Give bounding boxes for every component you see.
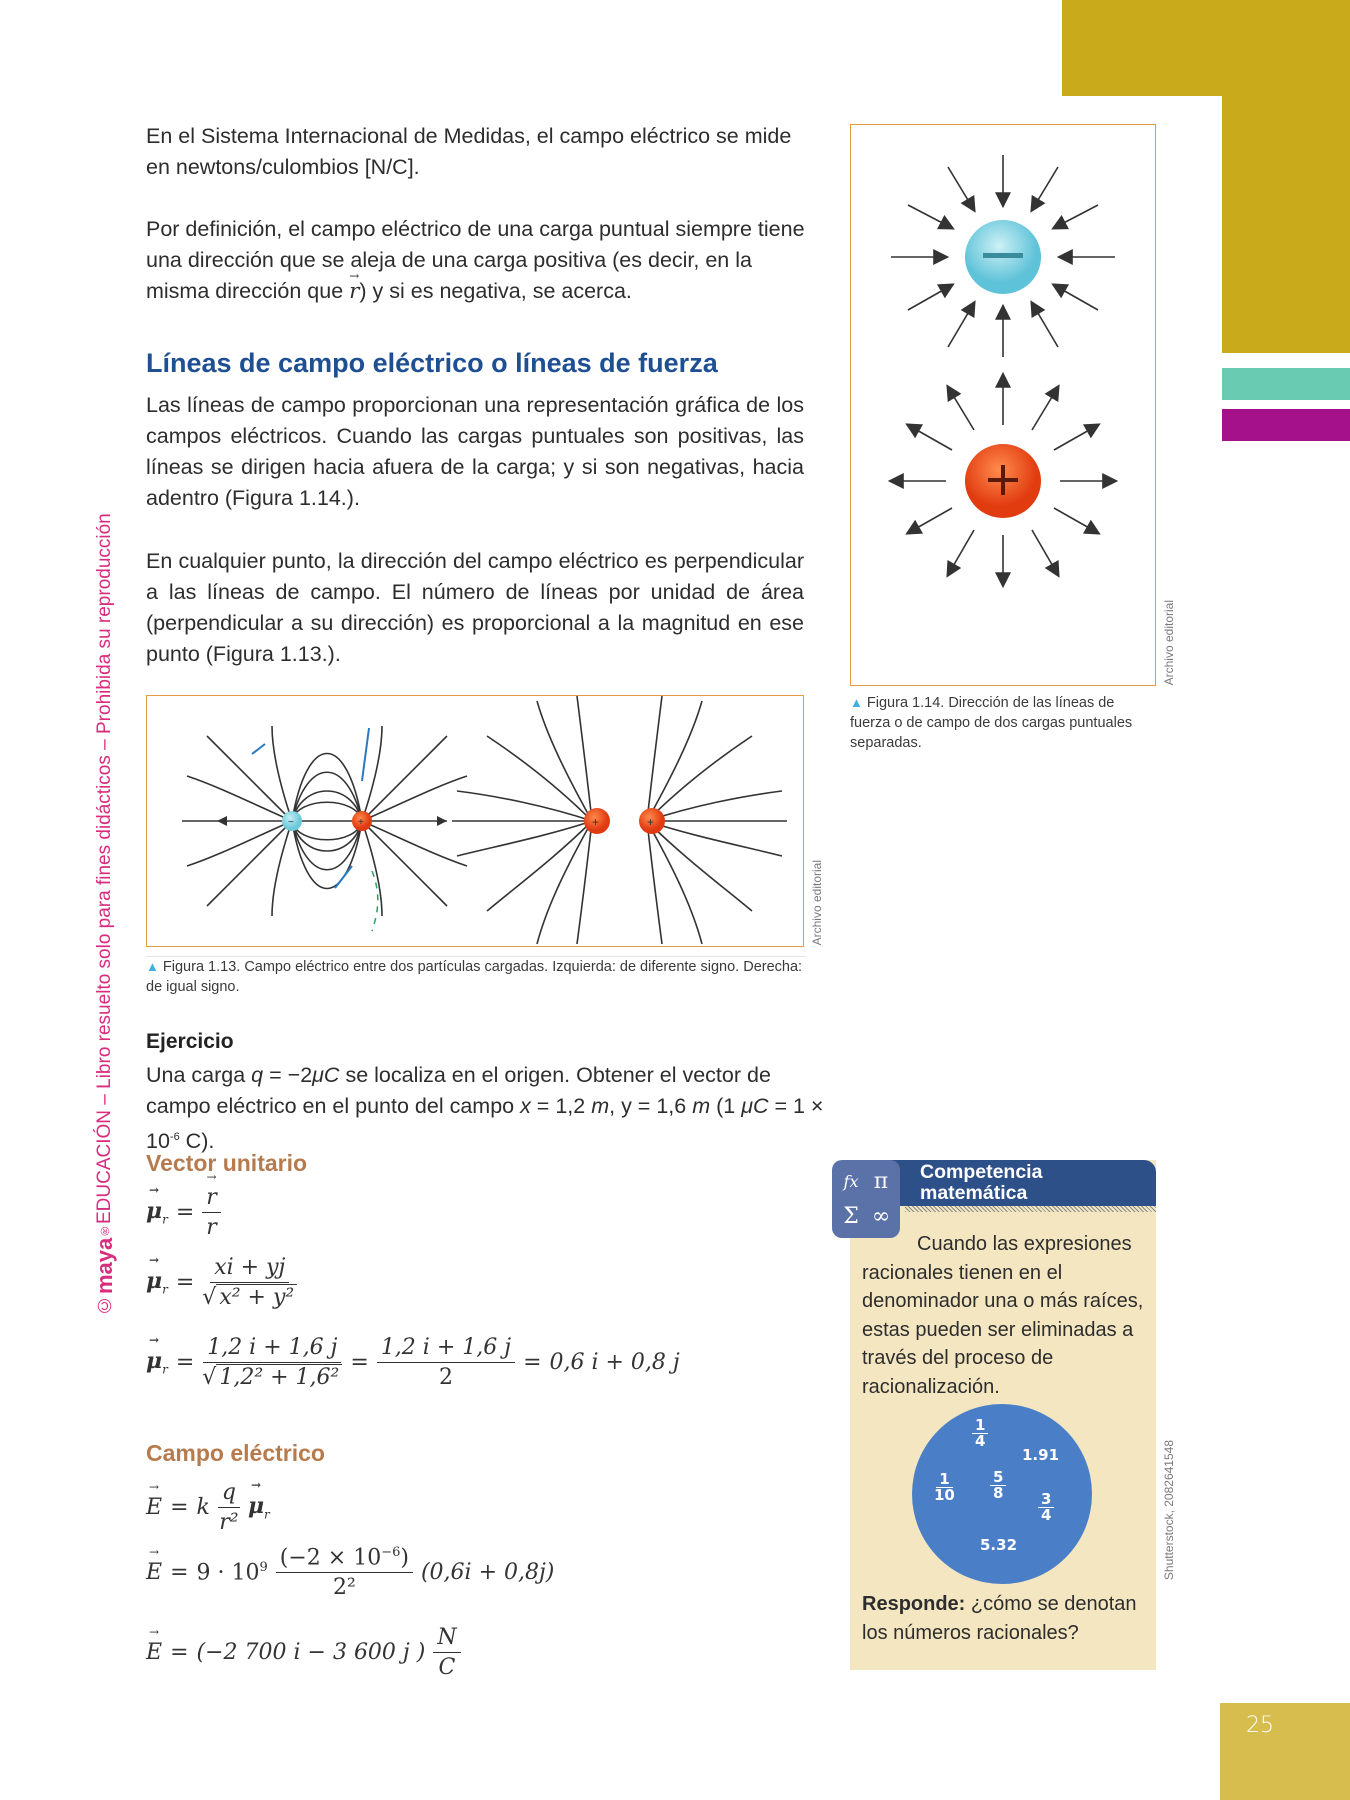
equation-unit-vector-2: → $\mu_r$ = $\frac{xi + yj}{\text{√ x² + y²}}$ — [146, 1255, 297, 1310]
decimal-1-91: 1.91 — [1022, 1446, 1060, 1464]
svg-text:+: + — [647, 815, 655, 829]
exercise-statement: Una carga q = −2μC se localiza en el origen. Obtener el vector de campo eléctrico en el punto del campo x = 1,2 m, y = 1,6 m (1 $\mu C = 1 \times 10^{-6}$ C). — [146, 1063, 824, 1154]
electric-field-heading: Campo eléctrico — [146, 1440, 325, 1466]
figure-1-13-caption: ▲ Figura 1.13. Campo eléctrico entre dos partículas cargadas. Izquierda: de diferente signo. Derecha: de igual signo. — [146, 956, 806, 997]
gold-band-side — [1222, 96, 1350, 353]
copyright-notice: © maya ® EDUCACIÓN – Libro resuelto solo para fines didácticos – Prohibida su reproducción — [92, 512, 117, 1315]
competencia-title: Competencia matemática — [920, 1161, 1043, 1204]
section-heading: Líneas de campo eléctrico o líneas de fuerza — [146, 348, 718, 378]
equation-field-2: → E = $9 \cdot 10^9$ $\frac{(-2 \times 10^{-6})}{\text{2²}}$ (0,6i + 0,8j) — [146, 1545, 554, 1600]
header-hatch — [905, 1206, 1156, 1212]
triangle-marker-icon: ▲ — [146, 959, 159, 974]
brand-logo: maya — [92, 1237, 117, 1294]
image-credit: Shutterstock, 2082641548 — [1162, 1440, 1176, 1581]
math-symbols-icon: fx π Σ ∞ — [832, 1160, 900, 1238]
unit-vector-heading: Vector unitario — [146, 1150, 308, 1176]
image-credit: Archivo editorial — [1162, 600, 1176, 686]
paragraph-definition: Por definición, el campo eléctrico de una carga puntual siempre tiene una dirección que se aleja de una carga positiva (es decir, en la misma dirección que → r) y si es negativa, se acerca. — [146, 214, 806, 307]
paragraph-field-lines: Las líneas de campo proporcionan una representación gráfica de los campos eléctricos. Cuando las cargas puntuales son positivas, las líneas se dirigen hacia afuera de la carga; y si son negativas, hacia adentro (Figura 1.14.). — [146, 393, 804, 510]
figure-1-14-caption: ▲ Figura 1.14. Dirección de las líneas de fuerza o de campo de dos cargas puntuales separadas. — [850, 695, 1133, 751]
svg-text:+: + — [592, 815, 600, 829]
equation-field-1: → E = k $\frac{q}{\text{r²}}$ → $\mu_r$ — [146, 1480, 270, 1535]
exercise-heading: Ejercicio — [146, 1030, 234, 1053]
gold-band-top — [1062, 0, 1350, 96]
svg-text:+: + — [358, 817, 364, 828]
figure-1-13 — [146, 695, 804, 947]
equation-unit-vector-1: → $\mu_r$ = → $\frac{r}{r}$ — [146, 1185, 221, 1240]
triangle-marker-icon: ▲ — [850, 695, 863, 710]
fraction-1-4: 1 4 — [972, 1418, 988, 1449]
equation-unit-vector-3: → $\mu_r$ = $\frac{1,2 i + 1,6 j}{\text{√ 1,2² + 1,6²}}$ = $\frac{1,2 i + 1,6 j}{2}$ = 0,6 i + 0,8 j — [146, 1335, 680, 1390]
svg-text:−: − — [288, 817, 294, 828]
decimal-5-32: 5.32 — [980, 1536, 1018, 1554]
point-charge-diagram — [851, 125, 1155, 685]
rational-numbers-circle — [912, 1404, 1092, 1584]
respond-prompt: Responde: ¿cómo se denotan los números racionales? — [862, 1593, 1137, 1644]
page-number: 25 — [1246, 1713, 1274, 1738]
magenta-band — [1222, 409, 1350, 441]
field-lines-diagram — [147, 696, 803, 946]
image-credit: Archivo editorial — [810, 860, 824, 946]
fraction-1-10: 1 10 — [934, 1470, 955, 1504]
competencia-text: Cuando las expresiones racionales tienen en el denominador una o más raíces, estas pueden ser eliminadas a través del proceso de racionalización. — [862, 1233, 1144, 1398]
fraction-3-4: 3 4 — [1038, 1492, 1054, 1523]
equation-field-result: → E = (−2 700 i − 3 600 j ) $\frac{N}{C}$ — [146, 1625, 461, 1680]
figure-1-14 — [850, 124, 1156, 686]
fraction-5-8: 5 8 — [990, 1470, 1006, 1501]
teal-band — [1222, 368, 1350, 400]
paragraph-perpendicular: En cualquier punto, la dirección del campo eléctrico es perpendicular a las líneas de campo. El número de líneas por unidad de área (perpendicular a su dirección) es proporcional a la magnitud en ese punto (Figura 1.13.). — [146, 549, 804, 666]
page-number-box — [1220, 1703, 1350, 1800]
paragraph-si-units: En el Sistema Internacional de Medidas, el campo eléctrico se mide en newtons/culombios [N/C]. — [146, 124, 792, 179]
vector-r: → r — [349, 276, 359, 307]
